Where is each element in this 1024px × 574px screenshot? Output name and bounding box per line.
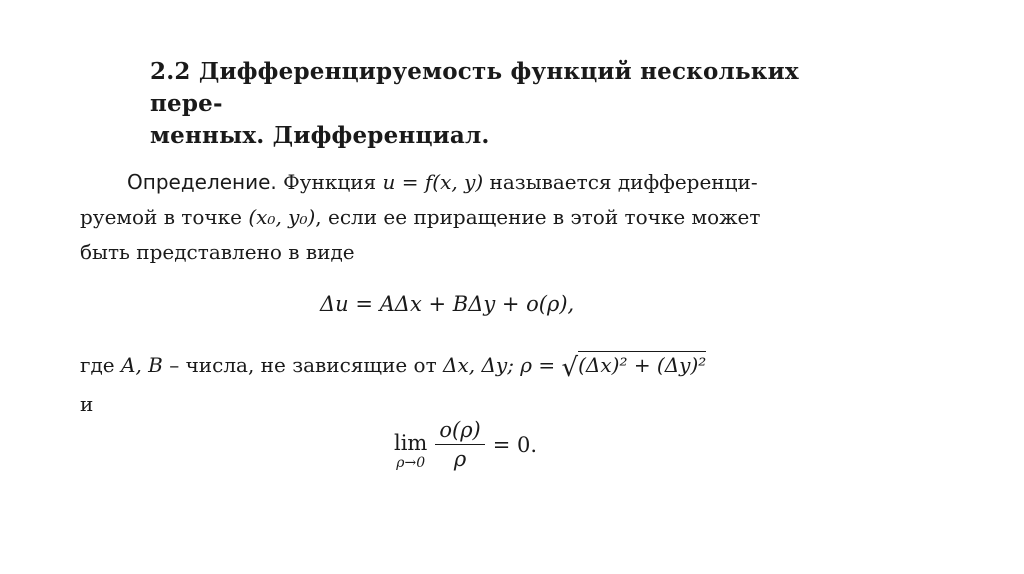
- lim-block: [394, 419, 427, 471]
- heading-line-1: 2.2 Дифференцируемость функций нескольких пере-: [150, 58, 799, 117]
- definition-line1-end: называется дифференци-: [483, 170, 758, 194]
- and-word: и: [80, 392, 94, 416]
- limit-result: = 0.: [492, 432, 538, 457]
- where-start: где: [80, 353, 121, 377]
- heading-line-2: менных. Дифференциал.: [150, 122, 490, 149]
- sqrt-radicand: (Δx)² + (Δy)²: [578, 353, 707, 377]
- where-middle: – числа, не зависящие от: [162, 353, 444, 377]
- section-heading: [150, 56, 870, 152]
- definition-label: Определение.: [127, 170, 277, 194]
- definition-line2-end: , если ее приращение в этой точке может: [315, 205, 761, 229]
- lim-subscript: ρ→0: [396, 454, 426, 471]
- where-deltas: Δx, Δy; ρ =: [443, 353, 562, 377]
- definition-line2-start: руемой в точке: [80, 205, 249, 229]
- definition-line-1: [80, 165, 880, 200]
- function-formula: u = f(x, y): [382, 170, 484, 194]
- fraction: [435, 418, 484, 471]
- radical-sign: √: [561, 353, 579, 383]
- definition-line-3: быть представлено в виде: [80, 240, 355, 264]
- definition-line-2: [80, 200, 880, 235]
- fraction-numerator: o(ρ): [435, 418, 484, 445]
- definition-paragraph: [80, 165, 880, 270]
- lim-word: lim: [394, 430, 428, 455]
- sqrt-expression: [562, 353, 707, 383]
- definition-line1-text: Функция: [276, 170, 383, 194]
- increment-formula: Δu = AΔx + BΔy + o(ρ),: [320, 292, 575, 316]
- fraction-denominator: ρ: [453, 447, 467, 471]
- where-vars: A, B: [121, 353, 163, 377]
- point-formula: (x₀, y₀): [248, 205, 316, 229]
- limit-formula: [394, 418, 537, 471]
- where-line: [80, 353, 706, 383]
